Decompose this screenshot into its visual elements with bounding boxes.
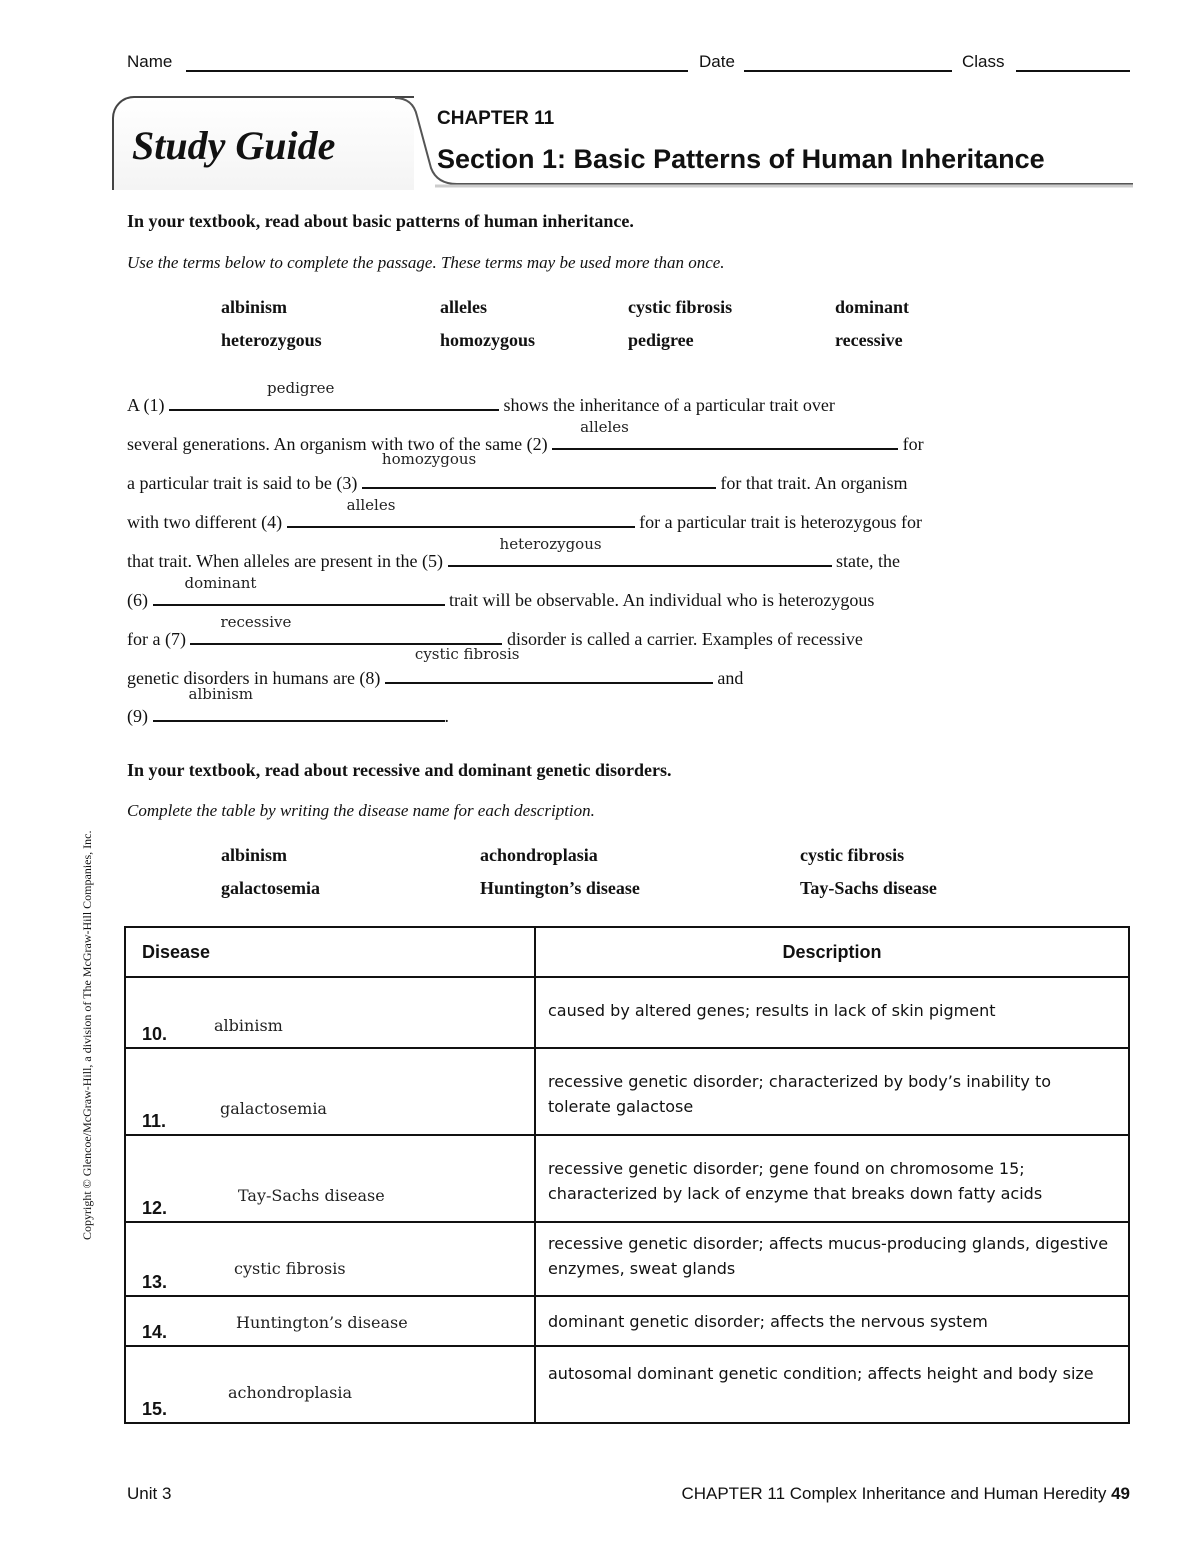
word-bank-term: Huntington’s disease: [480, 878, 640, 898]
answer-6: dominant: [184, 574, 257, 592]
blank-7[interactable]: [190, 613, 502, 645]
name-field[interactable]: [186, 70, 688, 72]
word-bank-term: dominant: [835, 297, 910, 317]
disease-cell[interactable]: [125, 1135, 535, 1222]
row-number: 10.: [142, 1024, 168, 1044]
word-bank-term: albinism: [221, 297, 288, 317]
table-header-row: [125, 927, 1129, 977]
word-bank-term: pedigree: [628, 330, 694, 350]
description-cell: recessive genetic disorder; gene found on chromosome 15; characterized by lack of enzyme that breaks down fatty acids: [535, 1135, 1129, 1222]
answer-1: pedigree: [267, 379, 335, 397]
date-field[interactable]: [744, 70, 952, 72]
passage-line-2: several generations. An organism with two of the same (2) alleles for: [127, 418, 924, 454]
passage-line-5: that trait. When alleles are present in the (5) heterozygous state, the: [127, 535, 901, 571]
disease-cell[interactable]: [125, 1222, 535, 1296]
class-field[interactable]: [1016, 70, 1130, 72]
answer-7: recessive: [220, 613, 292, 631]
answer-8: cystic fibrosis: [414, 645, 520, 663]
passage-line-7: for a (7) recessive disorder is called a carrier. Examples of recessive: [127, 613, 863, 649]
answer-2: alleles: [580, 418, 629, 436]
part1-instruction: In your textbook, read about basic patterns of human inheritance.: [127, 211, 634, 231]
description-cell: autosomal dominant genetic condition; affects height and body size: [535, 1346, 1129, 1423]
blank-3[interactable]: [362, 450, 716, 489]
word-bank-term: cystic fibrosis: [800, 845, 905, 865]
passage-line-8: genetic disorders in humans are (8) cystic fibrosis and: [127, 645, 744, 688]
footer-chapter: [681, 1484, 1130, 1504]
date-label: Date: [699, 52, 735, 71]
answer-3: homozygous: [381, 450, 477, 468]
footer-unit: Unit 3: [127, 1484, 172, 1503]
word-bank-term: homozygous: [440, 330, 536, 350]
blank-1[interactable]: [169, 379, 499, 411]
disease-answer: Tay-Sachs disease: [238, 1186, 385, 1205]
blank-8[interactable]: [385, 645, 713, 684]
part2-subinstruction: Complete the table by writing the disease name for each description.: [127, 801, 595, 820]
table-row: [125, 977, 1129, 1048]
blank-4[interactable]: [287, 496, 635, 528]
description-cell: dominant genetic disorder; affects the nervous system: [535, 1296, 1129, 1346]
header-disease: Disease: [125, 927, 535, 977]
word-bank-term: albinism: [221, 845, 288, 865]
word-bank-term: galactosemia: [221, 878, 320, 898]
copyright-notice: Copyright © Glencoe/McGraw-Hill, a division of The McGraw-Hill Companies, Inc.: [80, 830, 94, 1240]
table-row: [125, 1135, 1129, 1222]
word-bank-term: heterozygous: [221, 330, 322, 350]
blank-5[interactable]: [448, 535, 832, 567]
chapter-label: CHAPTER 11: [437, 108, 555, 129]
disease-cell[interactable]: [125, 1048, 535, 1135]
disease-answer: galactosemia: [220, 1099, 327, 1118]
footer-chapter-title: CHAPTER 11 Complex Inheritance and Human Heredity: [681, 1484, 1107, 1503]
disease-table: [124, 926, 1130, 1424]
passage-line-3: a particular trait is said to be (3) homozygous for that trait. An organism: [127, 450, 908, 493]
disease-cell[interactable]: [125, 977, 535, 1048]
table-row: [125, 1048, 1129, 1135]
passage-line-6: (6) dominant trait will be observable. An individual who is heterozygous: [127, 574, 875, 610]
row-number: 12.: [142, 1198, 168, 1218]
passage-line-1: A (1) pedigree shows the inheritance of a particular trait over: [127, 379, 835, 415]
description-cell: caused by altered genes; results in lack of skin pigment: [535, 977, 1129, 1048]
passage-line-9: (9) albinism .: [127, 685, 449, 726]
blank-2[interactable]: [552, 418, 898, 450]
row-number: 14.: [142, 1322, 168, 1342]
answer-4: alleles: [346, 496, 396, 514]
passage-line-4: with two different (4) alleles for a particular trait is heterozygous for: [127, 496, 923, 532]
description-cell: recessive genetic disorder; affects mucus-producing glands, digestive enzymes, sweat glands: [535, 1222, 1129, 1296]
section-title: Section 1: Basic Patterns of Human Inheritance: [437, 144, 1045, 174]
disease-answer: Huntington’s disease: [236, 1313, 408, 1332]
disease-cell[interactable]: [125, 1296, 535, 1346]
word-bank-term: cystic fibrosis: [628, 297, 733, 317]
part2-instruction: In your textbook, read about recessive and dominant genetic disorders.: [127, 760, 672, 780]
word-bank-term: achondroplasia: [480, 845, 598, 865]
row-number: 13.: [142, 1272, 168, 1292]
name-label: Name: [127, 52, 173, 71]
header-description: Description: [535, 927, 1129, 977]
disease-answer: cystic fibrosis: [234, 1259, 346, 1278]
answer-9: albinism: [188, 685, 254, 703]
part1-subinstruction: Use the terms below to complete the passage. These terms may be used more than once.: [127, 253, 725, 272]
study-guide-title: Study Guide: [132, 123, 336, 168]
row-number: 15.: [142, 1399, 168, 1419]
page-number: 49: [1111, 1484, 1130, 1503]
table-row: [125, 1222, 1129, 1296]
blank-6[interactable]: [153, 574, 445, 606]
answer-5: heterozygous: [499, 535, 602, 553]
disease-cell[interactable]: [125, 1346, 535, 1423]
word-bank-term: Tay-Sachs disease: [800, 878, 937, 898]
disease-answer: achondroplasia: [228, 1383, 353, 1402]
table-row: [125, 1346, 1129, 1423]
row-number: 11.: [142, 1111, 167, 1131]
word-bank-term: alleles: [440, 297, 487, 317]
disease-answer: albinism: [214, 1016, 283, 1035]
description-cell: recessive genetic disorder; characterized by body’s inability to tolerate galactose: [535, 1048, 1129, 1135]
table-row: [125, 1296, 1129, 1346]
word-bank-term: recessive: [835, 330, 903, 350]
class-label: Class: [962, 52, 1005, 71]
